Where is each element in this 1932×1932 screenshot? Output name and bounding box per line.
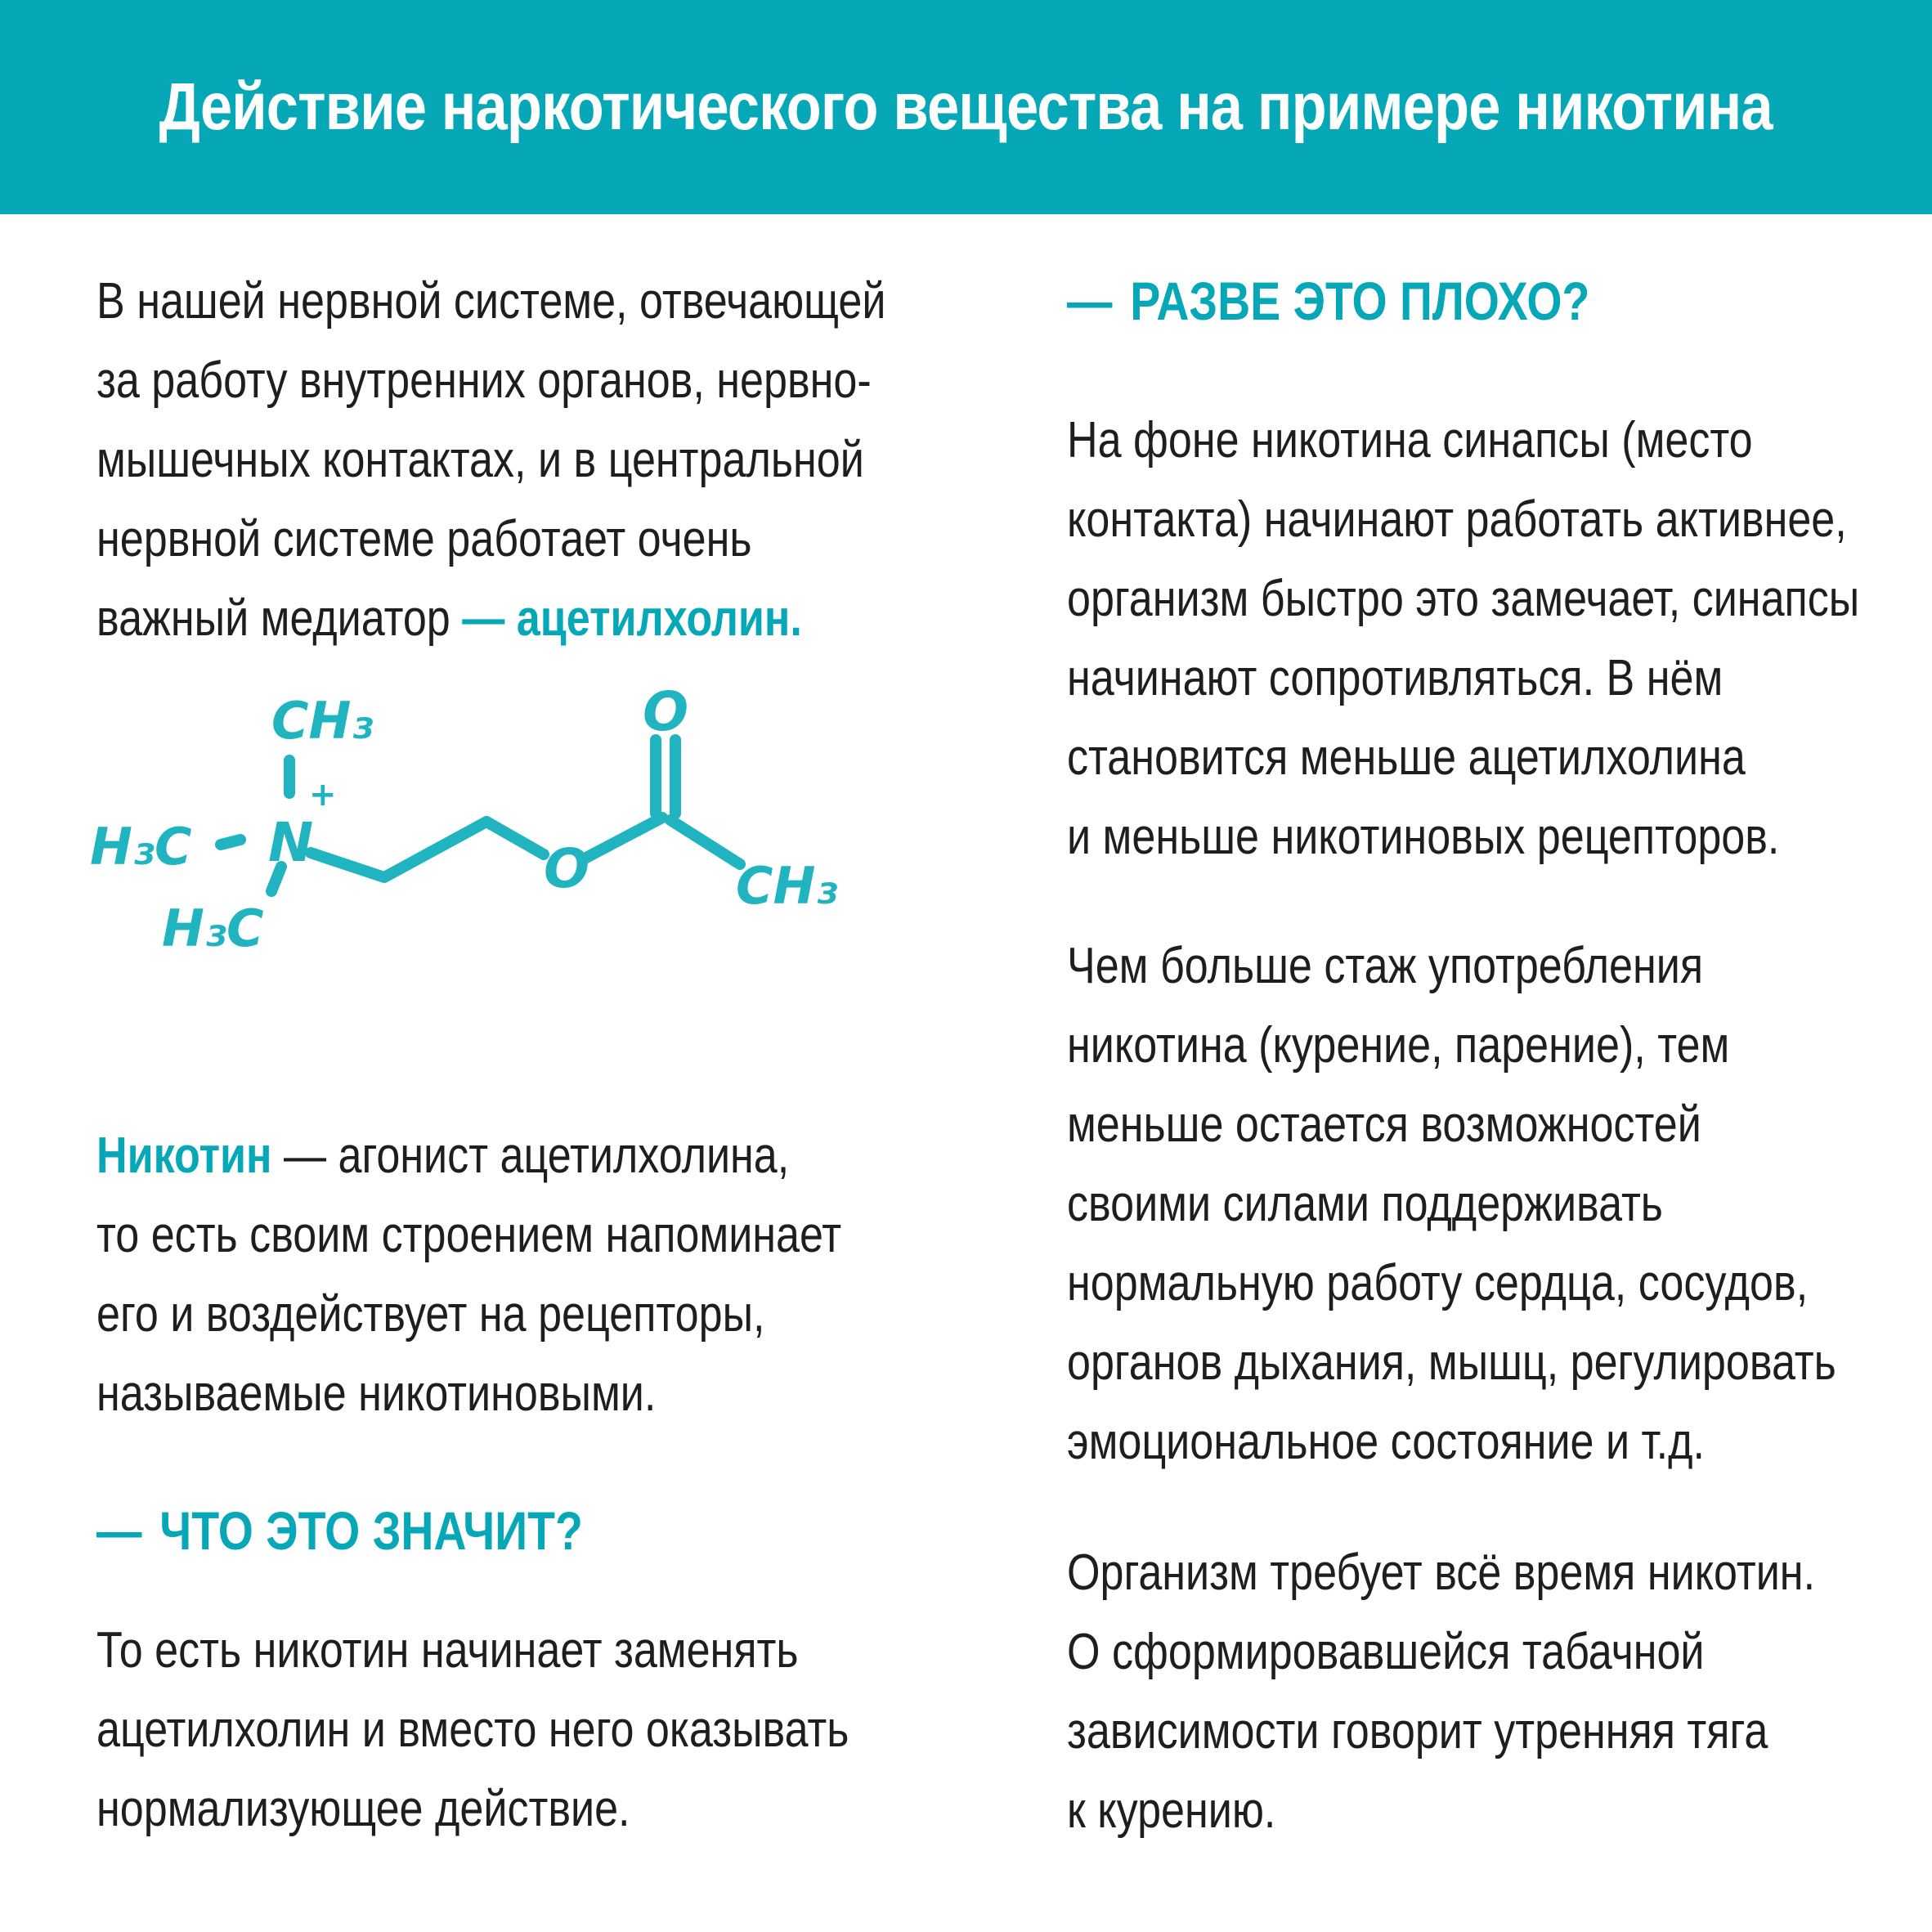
- acetylcholine-structure-diagram: [90, 683, 858, 985]
- nicotine-term: Никотин: [96, 1127, 272, 1184]
- paragraph-line: к курению.: [1067, 1782, 1276, 1839]
- intro-line: нервной системе работает очень: [96, 511, 752, 567]
- heading-text: РАЗВЕ ЭТО ПЛОХО?: [1130, 271, 1590, 331]
- bad-heading: [1067, 260, 1754, 342]
- paragraph-line: и меньше никотиновых рецепторов.: [1067, 809, 1780, 865]
- atom-label: CH₃: [271, 691, 374, 751]
- paragraph-line: органов дыхания, мышц, регулировать: [1067, 1334, 1836, 1391]
- atom-label: O: [544, 837, 590, 900]
- meaning-heading-block: [96, 1490, 914, 1571]
- meaning-paragraph: [96, 1611, 914, 1849]
- atom-label: O: [643, 683, 689, 743]
- intro-line: [96, 579, 900, 658]
- right-paragraph-3-block: [1067, 1533, 1885, 1850]
- atom-label: H₃C: [90, 817, 192, 876]
- meaning-heading: [96, 1490, 783, 1571]
- acetylcholine-term: — ацетилхолин.: [462, 590, 802, 647]
- atom-label: N: [268, 811, 314, 874]
- synapse-paragraph: [1067, 401, 1885, 876]
- paragraph-line: становится меньше ацетилхолина: [1067, 729, 1746, 786]
- paragraph-line: никотина (курение, парение), тем: [1067, 1017, 1730, 1074]
- meaning-line: То есть никотин начинает заменять: [96, 1622, 799, 1679]
- paragraph-line: контакта) начинают работать активнее,: [1067, 491, 1847, 548]
- intro-line: мышечных контактах, и в центральной: [96, 432, 864, 488]
- paragraph-line: О сформировавшейся табачной: [1067, 1624, 1705, 1680]
- intro-line: за работу внутренних органов, нервно-: [96, 352, 872, 409]
- bond-chain: [311, 822, 544, 877]
- nicotine-block: [96, 1116, 914, 1433]
- paragraph-line: На фоне никотина синапсы (место: [1067, 412, 1753, 468]
- paragraph-line: начинают сопротивляться. В нём: [1067, 650, 1724, 706]
- page-title: Действие наркотического вещества на примере никотина: [159, 69, 1773, 144]
- nicotine-line: называемые никотиновыми.: [96, 1365, 657, 1422]
- meaning-line: ацетилхолин и вместо него оказывать: [96, 1701, 849, 1758]
- nicotine-definition: — агонист ацетилхолина,: [271, 1127, 790, 1184]
- paragraph-line: нормальную работу сердца, сосудов,: [1067, 1255, 1809, 1311]
- meaning-line: нормализующее действие.: [96, 1781, 630, 1837]
- intro-last-text: важный медиатор: [96, 590, 463, 647]
- atom-label: +: [309, 776, 337, 814]
- paragraph-line: организм быстро это замечает, синапсы: [1067, 571, 1860, 627]
- nicotine-paragraph: [96, 1116, 914, 1433]
- paragraph-line: зависимости говорит утренняя тяга: [1067, 1703, 1768, 1759]
- bond-h3c-n: [221, 840, 240, 845]
- nicotine-line: его и воздействует на рецепторы,: [96, 1286, 765, 1343]
- atom-label: H₃C: [162, 899, 264, 958]
- paragraph-line: Чем больше стаж употребления: [1067, 938, 1704, 994]
- paragraph-line: Организм требует всё время никотин.: [1067, 1544, 1816, 1601]
- atom-label: CH₃: [736, 856, 838, 916]
- bond-o-c: [585, 818, 662, 858]
- dependence-paragraph: [1067, 1533, 1885, 1850]
- bond-c-ch3: [670, 820, 740, 864]
- right-paragraph-2-block: [1067, 926, 1885, 1481]
- intro-line: В нашей нервной системе, отвечающей: [96, 273, 886, 329]
- intro-paragraph: [96, 262, 900, 658]
- heading-dash: —: [1067, 271, 1113, 331]
- title-banner: [0, 0, 1932, 214]
- paragraph-line: своими силами поддерживать: [1067, 1176, 1663, 1232]
- heading-text: ЧТО ЭТО ЗНАЧИТ?: [159, 1500, 583, 1561]
- bad-heading-block: [1067, 260, 1885, 342]
- paragraph-line: меньше остается возможностей: [1067, 1096, 1701, 1153]
- right-paragraph-1-block: [1067, 401, 1885, 876]
- left-column: [96, 262, 898, 658]
- meaning-block: [96, 1611, 914, 1849]
- nicotine-line: [96, 1116, 914, 1195]
- paragraph-line: эмоциональное состояние и т.д.: [1067, 1414, 1705, 1470]
- experience-paragraph: [1067, 926, 1885, 1481]
- nicotine-line: то есть своим строением напоминает: [96, 1207, 842, 1263]
- heading-dash: —: [96, 1500, 142, 1561]
